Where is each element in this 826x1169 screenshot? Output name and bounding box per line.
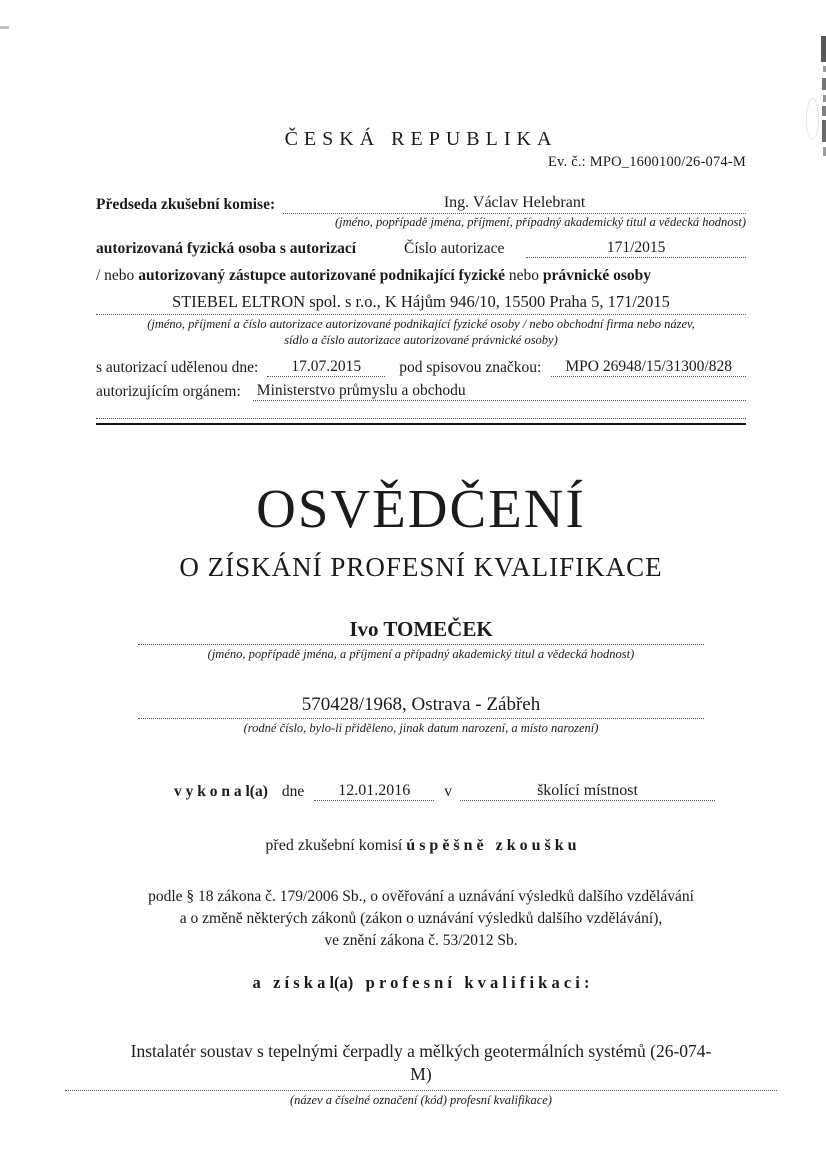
document-subtitle: O ZÍSKÁNÍ PROFESNÍ KVALIFIKACE [179, 552, 663, 583]
exam-row [174, 782, 746, 801]
before-committee-text: před zkušební komisí [265, 836, 407, 854]
scan-artifact-right-edge [822, 120, 826, 142]
alt-person-bold1: autorizovaný zástupce autorizované podnikající fyzické [138, 267, 505, 284]
gained-qualification-heading: a z í s k a l(a) p r o f e s n í k v a l i f i k a c i : [252, 972, 590, 992]
alt-person-bold2: právnické osoby [542, 267, 651, 284]
authorization-number-value: 171/2015 [526, 239, 746, 258]
scan-artifact-smudge [806, 98, 819, 140]
section-separator [96, 418, 746, 425]
authorizing-authority-row [96, 382, 746, 401]
file-number-value: MPO 26948/15/31300/828 [551, 358, 746, 377]
company-caption-line1: (jméno, příjmení a číslo autorizace autorizované podnikající fyzické osoby / nebo obchodní firma nebo název, [147, 317, 695, 331]
qualification-caption: (název a číselné označení (kód) profesní kvalifikace) [290, 1092, 552, 1107]
holder-birth-caption: (rodné číslo, bylo-li přiděleno, jinak datum narození, a místo narození) [243, 720, 599, 735]
registration-number: Ev. č.: MPO_1600100/26-074-M [548, 154, 746, 170]
exam-in-label: v [444, 782, 453, 800]
holder-birth: 570428/1968, Ostrava - Zábřeh [301, 693, 541, 715]
legal-paragraph [96, 886, 746, 952]
qualification-line2: M) [410, 1064, 432, 1085]
file-number-label: pod spisovou značkou: [399, 359, 542, 377]
granted-date-label: s autorizací udělenou dne: [96, 359, 259, 377]
separator-dotted-line [96, 418, 746, 419]
chairman-name: Ing. Václav Helebrant [283, 194, 746, 214]
holder-name-field [138, 617, 704, 645]
scan-artifact-right-edge [822, 106, 826, 116]
scan-artifact-right-edge [821, 36, 826, 62]
certificate-content [96, 0, 746, 1108]
document-title: OSVĚDČENÍ [256, 478, 586, 540]
authority-label: autorizujícím orgánem: [96, 383, 241, 401]
holder-name-caption: (jméno, popřípadě jména, a příjmení a případný akademický titul a vědecká hodnost) [207, 647, 635, 662]
chairman-label: Předseda zkušební komise: [96, 196, 276, 213]
chairman-caption: (jméno, popřípadě jména, příjmení, případný akademický titul a vědecká hodnost) [334, 215, 746, 229]
alt-person-mid: nebo [505, 267, 543, 284]
authorized-person-label: autorizovaná fyzická osoba s autorizací [96, 240, 357, 257]
alternative-person-row [96, 267, 746, 285]
legal-line2: a o změně některých zákonů (zákon o uznávání výsledků dalšího vzdělávání), [179, 909, 663, 927]
qualification-underline [65, 1090, 777, 1091]
committee-line [96, 837, 746, 855]
exam-place-value: školící místnost [460, 782, 715, 801]
authorized-person-row [96, 239, 746, 258]
scan-artifact-right-edge [822, 78, 826, 90]
legal-line1: podle § 18 zákona č. 179/2006 Sb., o ověřování a uznávání výsledků dalšího vzdělávání [148, 887, 694, 905]
granted-date-value: 17.07.2015 [267, 358, 385, 377]
authorization-granted-row [96, 358, 746, 377]
scan-artifact-top-left [0, 26, 9, 29]
country-title: ČESKÁ REPUBLIKA [284, 128, 558, 150]
company-caption [96, 317, 746, 348]
exam-success-text: ú s p ě š n ě z k o u š k u [406, 836, 577, 854]
exam-performed-label: v y k o n a l(a) [174, 782, 268, 800]
authorization-number-label: Číslo autorizace [404, 240, 505, 257]
separator-solid-line [96, 423, 746, 425]
chairman-row [96, 194, 746, 214]
legal-line3: ve znění zákona č. 53/2012 Sb. [324, 931, 518, 949]
holder-name: Ivo TOMEČEK [349, 617, 493, 642]
qualification-line1: Instalatér soustav s tepelnými čerpadly a mělkých geotermálních systémů (26-074- [130, 1040, 712, 1061]
authority-value: Ministerstvo průmyslu a obchodu [253, 382, 746, 401]
company-line: STIEBEL ELTRON spol. s r.o., K Hájům 946/10, 15500 Praha 5, 171/2015 [96, 292, 746, 315]
qualification-name [96, 1040, 746, 1087]
exam-date-value: 12.01.2016 [314, 782, 434, 801]
alt-person-prefix: / nebo [96, 267, 139, 284]
exam-date-label: dne [281, 782, 305, 800]
holder-birth-field [138, 694, 704, 719]
company-caption-line2: sídlo a číslo autorizace autorizované právnické osoby) [284, 332, 558, 347]
